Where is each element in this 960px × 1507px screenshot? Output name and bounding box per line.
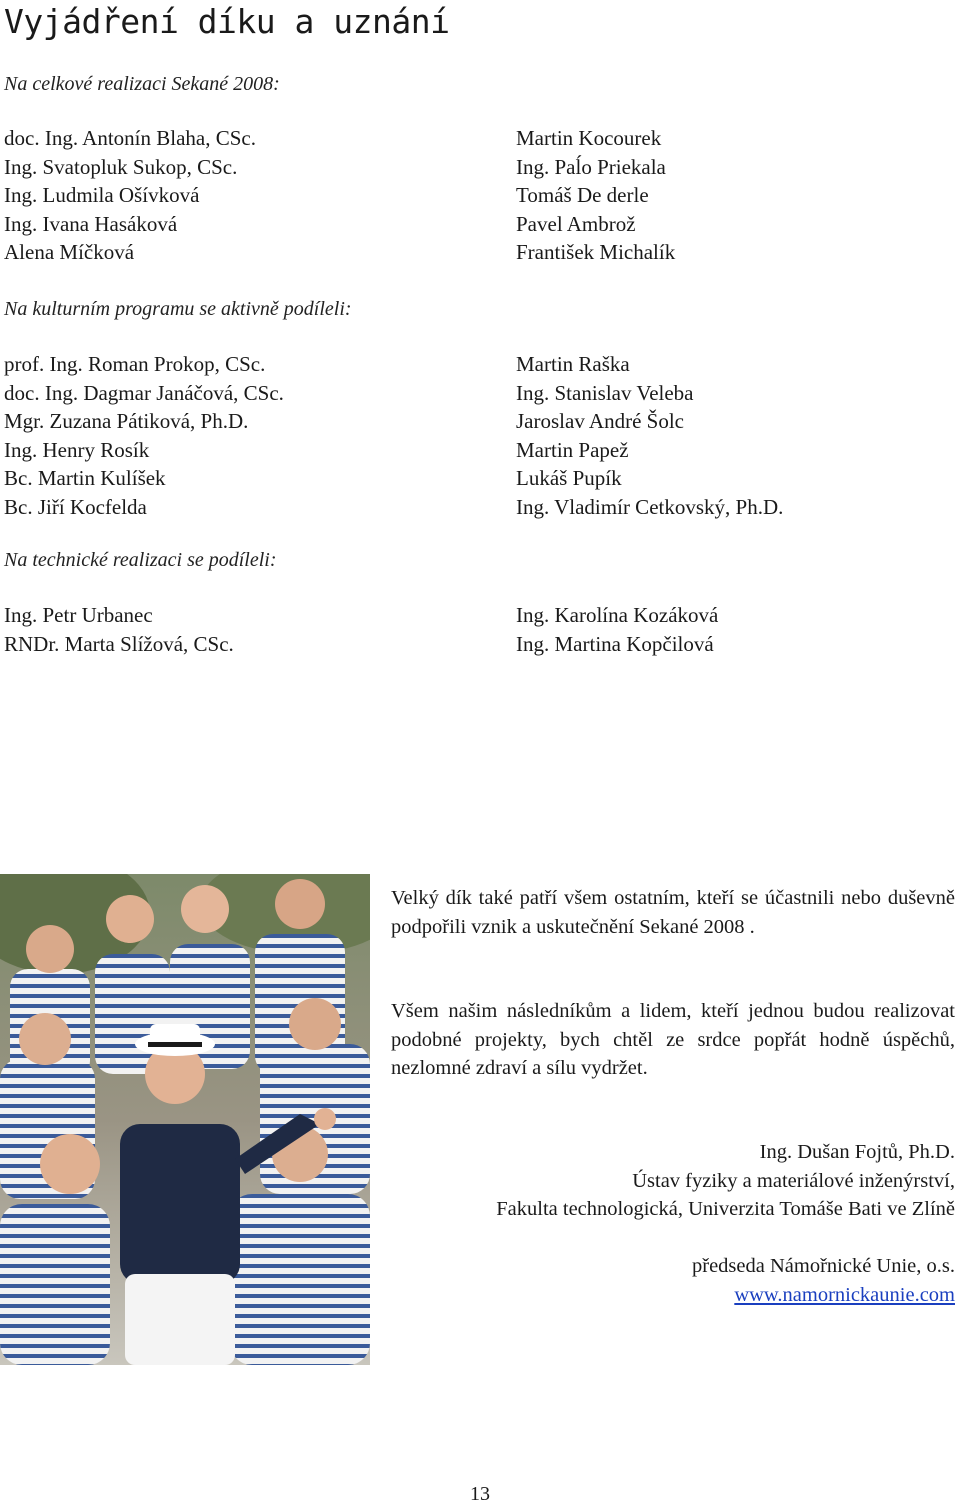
website-link[interactable]: www.namornickaunie.com	[734, 1283, 955, 1306]
list-item: Jaroslav André Šolc	[516, 409, 684, 434]
list-item: Ing. Ivana Hasáková	[4, 211, 178, 236]
section-heading-culture: Na kulturním programu se aktivně podíleli:	[4, 298, 352, 320]
section-heading-overall: Na celkové realizaci Sekané 2008:	[4, 73, 280, 95]
page-title: Vyjádření díku a uznání	[4, 2, 450, 41]
technical-left-list	[4, 601, 234, 658]
list-item: doc. Ing. Dagmar Janáčová, CSc.	[4, 380, 284, 405]
signature-institute: Ústav fyziky a materiálové inženýrství,	[632, 1169, 955, 1192]
list-item: Bc. Martin Kulíšek	[4, 466, 166, 491]
technical-right-list	[516, 601, 718, 658]
list-item: Martin Papež	[516, 437, 629, 462]
list-item: Ing. Paĺo Priekala	[516, 154, 666, 179]
signature-name: Ing. Dušan Fojtů, Ph.D.	[759, 1141, 955, 1163]
list-item: Martin Kocourek	[516, 126, 662, 150]
overall-right-list	[516, 124, 675, 267]
signature-role: předseda Námořnické Unie, o.s.	[692, 1255, 955, 1277]
group-photo	[0, 874, 370, 1365]
list-item: RNDr. Marta Slížová, CSc.	[4, 631, 234, 656]
list-item: Ing. Vladimír Cetkovský, Ph.D.	[516, 494, 784, 519]
list-item: Pavel Ambrož	[516, 211, 636, 236]
list-item: prof. Ing. Roman Prokop, CSc.	[4, 352, 266, 376]
list-item: Martin Raška	[516, 352, 630, 376]
list-item: Ing. Petr Urbanec	[4, 603, 153, 627]
signature-block	[496, 1138, 955, 1224]
culture-left-list	[4, 350, 284, 522]
section-heading-technical: Na technické realizaci se podíleli:	[4, 549, 277, 571]
culture-right-list	[516, 350, 783, 522]
list-item: Lukáš Pupík	[516, 466, 622, 491]
list-item: Mgr. Zuzana Pátiková, Ph.D.	[4, 409, 249, 434]
list-item: Ing. Stanislav Veleba	[516, 380, 694, 405]
group-photo-illustration	[0, 874, 370, 1365]
list-item: Ing. Karolína Kozáková	[516, 603, 719, 627]
list-item: Tomáš De derle	[516, 183, 649, 208]
overall-left-list	[4, 124, 256, 267]
list-item: Ing. Henry Rosík	[4, 437, 150, 462]
list-item: Ing. Ludmila Ošívková	[4, 183, 200, 208]
page-number: 13	[470, 1483, 490, 1505]
signature-role-block	[692, 1252, 955, 1309]
list-item: doc. Ing. Antonín Blaha, CSc.	[4, 126, 256, 150]
signature-faculty: Fakulta technologická, Univerzita Tomáše Bati ve Zlíně	[496, 1198, 955, 1220]
list-item: Ing. Svatopluk Sukop, CSc.	[4, 154, 238, 179]
closing-paragraph-thanks: Velký dík také patří všem ostatním, kteří se účastnili nebo duševně podpořili vznik a uskutečnění Sekané 2008 .	[391, 887, 955, 938]
list-item: František Michalík	[516, 240, 676, 265]
list-item: Alena Míčková	[4, 240, 135, 265]
list-item: Bc. Jiří Kocfelda	[4, 494, 147, 519]
closing-paragraph-successors: Všem našim následníkům a lidem, kteří jednou budou realizovat podobné projekty, bych chtěl ze srdce popřát hodně úspěchů, nezlomné zdraví a sílu vydržet.	[391, 1000, 955, 1079]
list-item: Ing. Martina Kopčilová	[516, 631, 714, 656]
